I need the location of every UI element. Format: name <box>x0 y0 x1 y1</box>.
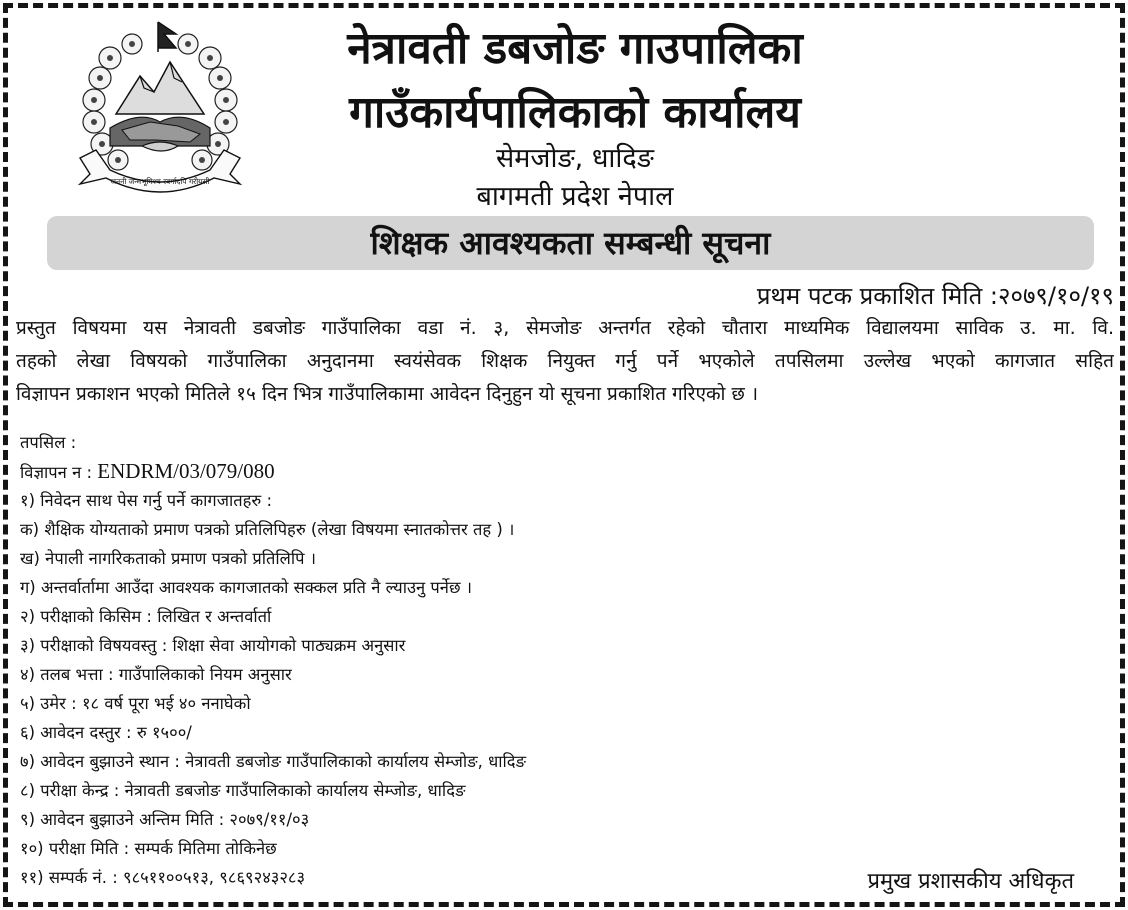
intro-line: प्रस्तुत विषयमा यस नेत्रावती डबजोङ गाउँपालिका वडा नं. ३, सेमजोङ अन्तर्गत रहेको चौतारा माध्यमिक विद्यालयमा साविक उ. मा. वि. <box>16 317 1114 339</box>
list-item: १०) परीक्षा मिति : सम्पर्क मितिमा तोकिनेछ <box>20 839 277 858</box>
list-item: ७) आवेदन बुझाउने स्थान : नेत्रावती डबजोङ गाउँपालिकाको कार्यालय सेम्जोङ, धादिङ <box>20 752 527 771</box>
office-location: सेमजोङ, धादिङ <box>496 143 654 174</box>
list-item: ८) परीक्षा केन्द्र : नेत्रावती डबजोङ गाउँपालिकाको कार्यालय सेम्जोङ, धादिङ <box>20 781 466 800</box>
publication-date: प्रथम पटक प्रकाशित मिति :२०७९/१०/१९ <box>756 282 1114 310</box>
office-name: गाउँकार्यपालिकाको कार्यालय <box>349 87 801 138</box>
advertisement-number <box>20 457 780 486</box>
list-item: १) निवेदन साथ पेस गर्नु पर्ने कागजातहरु : <box>20 491 273 510</box>
list-item: ६) आवेदन दस्तुर : रु १५००/ <box>20 723 192 742</box>
signatory-title: प्रमुख प्रशासकीय अधिकृत <box>867 869 1074 894</box>
list-item: ९) आवेदन बुझाउने अन्तिम मिति : २०७९/११/०३ <box>20 810 310 829</box>
list-item: ४) तलब भत्ता : गाउँपालिकाको नियम अनुसार <box>20 665 292 684</box>
intro-line: तहको लेखा विषयको गाउँपालिका अनुदानमा स्वयंसेवक शिक्षक नियुक्त गर्नु पर्ने भएकोले तपसिलमा उल्लेख भएको कागजात सहित <box>16 350 1114 372</box>
advertisement-label: विज्ञापन न : <box>20 463 98 482</box>
details-list <box>20 428 780 892</box>
list-item: ११) सम्पर्क नं. : ९८५११००५१३, ९८६९२४३२८३ <box>20 868 306 887</box>
svg-text:जननी जन्मभूमिश्च स्वर्गादपि गर: जननी जन्मभूमिश्च स्वर्गादपि गरीयसी <box>110 177 210 186</box>
nepal-emblem-icon <box>70 18 250 208</box>
details-heading: तपसिल : <box>20 433 77 452</box>
list-item: क) शैक्षिक योग्यताको प्रमाण पत्रको प्रतिलिपिहरु (लेखा विषयमा स्नातकोत्तर तह ) । <box>20 520 515 539</box>
notice-title-banner: शिक्षक आवश्यकता सम्बन्धी सूचना <box>47 216 1094 270</box>
intro-paragraph <box>16 312 1114 411</box>
nepal-emblem <box>70 18 250 208</box>
list-item: ५) उमेर : १८ वर्ष पूरा भई ४० ननाघेको <box>20 694 251 713</box>
advertisement-code: ENDRM/03/079/080 <box>97 459 275 483</box>
municipality-name: नेत्रावती डबजोङ गाउपालिका <box>347 23 803 74</box>
list-item: ख) नेपाली नागरिकताको प्रमाण पत्रको प्रतिलिपि । <box>20 549 317 568</box>
province-country: बागमती प्रदेश नेपाल <box>476 181 674 212</box>
list-item: २) परीक्षाको किसिम : लिखित र अन्तर्वार्ता <box>20 607 272 626</box>
intro-line: विज्ञापन प्रकाशन भएको मितिले १५ दिन भित्र गाउँपालिकामा आवेदन दिनुहुन यो सूचना प्रकाशित गरिएको छ । <box>16 383 759 405</box>
list-item: ग) अन्तर्वार्तामा आउँदा आवश्यक कागजातको सक्कल प्रति नै ल्याउनु पर्नेछ । <box>20 578 473 597</box>
list-item: ३) परीक्षाको विषयवस्तु : शिक्षा सेवा आयोगको पाठ्यक्रम अनुसार <box>20 636 406 655</box>
